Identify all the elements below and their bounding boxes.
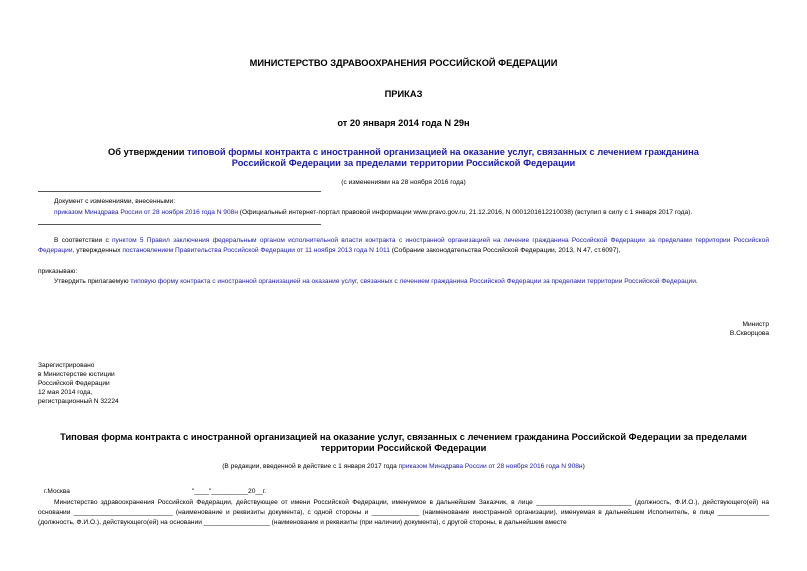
signature-block [730, 320, 769, 338]
order-title-prefix: Об утверждении [108, 147, 188, 157]
basis-start: В соответствии с [54, 237, 112, 244]
basis-rules-link[interactable]: пунктом 5 Правил заключения федеральным органом исполнительной власти контракта с иностранной организацией на лечение гражданина Российской Федерации за пределами территории Российской Федерации [38, 237, 769, 254]
order-title-link[interactable]: типовой формы контракта с иностранной организацией на оказание услуг, связанных с лечением гражданина Российской Федерации за пределами территории Российской Федерации [187, 147, 699, 168]
registration-line-2: в Министерстве юстиции [38, 371, 115, 378]
approve-paragraph [54, 277, 769, 286]
form-body-paragraph: Министерство здравоохранения Российской Федерации, действующее от имени Российской Федерации, именуемое в дальнейшем Заказчик, в лице __________________________ (должность, Ф.И.О.), действующего(ей) на основании ___________________________ (наименование и реквизиты документа), с одной стороны и _____________ (наименование иностранной организации), именуемая в дальнейшем Исполнитель, в лице ______________ (должность, Ф.И.О.), действующего(ей) на основании __________________ (наименование и реквизиты (при наличии) документа), с другой стороны, в дальнейшем вместе [38, 499, 769, 526]
edition-link[interactable]: приказом Минздрава России от 28 ноября 2016 года N 908н [398, 463, 583, 470]
divider-top [38, 191, 321, 192]
changes-label: Документ с изменениями, внесенными: [54, 198, 176, 205]
registration-line-1: Зарегистрировано [38, 362, 95, 369]
basis-resolution-link[interactable]: постановлением Правительства Российской Федерации от 11 ноября 2013 года N 1011 [122, 247, 390, 254]
form-title: Типовая форма контракта с иностранной организацией на оказание услуг, связанных с лечением гражданина Российской Федерации за пределами территории Российской Федерации [60, 432, 747, 453]
order-date-number: от 20 января 2014 года N 29н [337, 118, 470, 128]
registration-line-4: 12 мая 2014 года, [38, 389, 93, 396]
registration-line-3: Российской Федерации [38, 380, 110, 387]
registration-block [38, 361, 119, 406]
ministry-heading: МИНИСТЕРСТВО ЗДРАВООХРАНЕНИЯ РОССИЙСКОЙ ФЕДЕРАЦИИ [249, 58, 558, 68]
basis-mid: , утвержденных [72, 247, 123, 254]
edition-end: ) [582, 463, 585, 470]
order-word: приказываю: [38, 268, 78, 275]
registration-line-5: регистрационный N 32224 [38, 398, 119, 405]
approve-end: . [695, 278, 698, 285]
approve-form-link[interactable]: типовую форму контракта с иностранной организацией на оказание услуг, связанных с лечением гражданина Российской Федерации за пределами территории Российской Федерации [130, 278, 696, 285]
amended-note: (с изменениями на 28 ноября 2016 года) [341, 179, 466, 186]
changes-reference [54, 208, 769, 217]
form-city: г.Москва [44, 488, 70, 495]
changes-rest: (Официальный интернет-портал правовой информации www.pravo.gov.ru, 21.12.2016, N 0001201612210038) (вступил в силу с 1 января 2017 года). [237, 209, 693, 216]
doc-type-heading: ПРИКАЗ [384, 89, 423, 99]
basis-paragraph [38, 236, 769, 256]
form-date-blank: "____"__________20__г. [192, 488, 267, 495]
signature-name: В.Скворцова [729, 330, 769, 337]
changes-link[interactable]: приказом Минздрава России от 28 ноября 2016 года N 908н [54, 209, 238, 216]
signature-position: Министр [742, 321, 769, 328]
approve-start: Утвердить прилагаемую [54, 278, 131, 285]
divider-bottom [38, 224, 321, 225]
form-edition-note [38, 462, 769, 471]
order-title [80, 147, 727, 169]
basis-end: (Собрание законодательства Российской Федерации, 2013, N 47, ст.6097), [389, 247, 621, 254]
edition-start: (В редакции, введенной в действие с 1 января 2017 года [222, 463, 399, 470]
